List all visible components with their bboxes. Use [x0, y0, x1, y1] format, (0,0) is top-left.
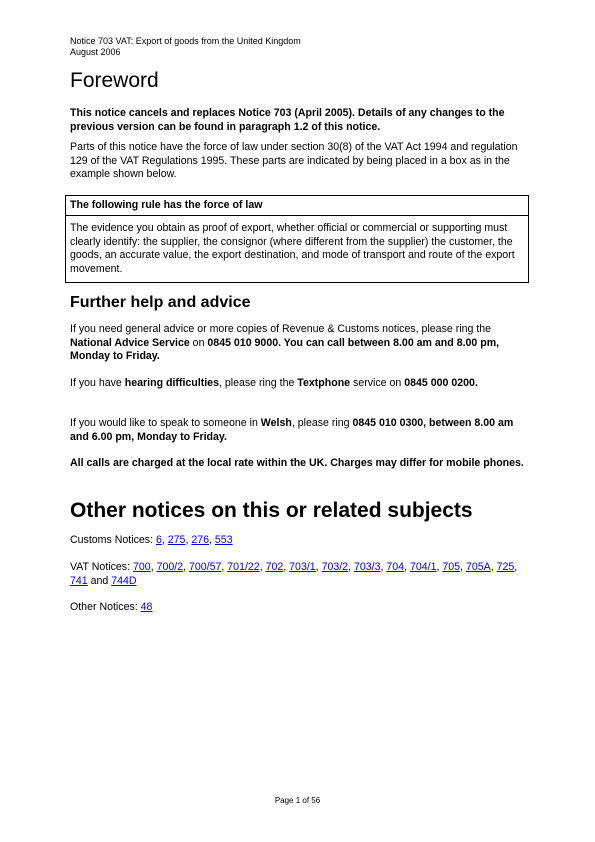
- link-separator: ,: [161, 534, 168, 546]
- foreword-heading: Foreword: [70, 69, 159, 92]
- foreword-law-paragraph: Parts of this notice have the force of law under section 30(8) of the VAT Act 1994 and regulation 129 of the VAT Regulations 1995. These parts are indicated by being placed in a box as in the example shown below.: [70, 141, 518, 180]
- help-p2-text2: , please ring the: [218, 377, 298, 389]
- link-separator: ,: [460, 561, 466, 573]
- link-separator: ,: [183, 561, 189, 573]
- vat-notices-label: VAT Notices:: [70, 561, 133, 573]
- help-paragraph-welsh: [70, 417, 525, 444]
- vat-notice-link[interactable]: 703/2: [321, 561, 349, 573]
- vat-notice-link[interactable]: 704/1: [409, 561, 437, 573]
- help-paragraph-advice: [70, 323, 525, 364]
- vat-notice-link[interactable]: 702: [265, 561, 284, 573]
- link-separator: ,: [490, 561, 497, 573]
- help-p3-text2: , please ring: [291, 417, 353, 429]
- help-p3-text: If you would like to speak to someone in: [70, 417, 261, 429]
- force-of-law-box: [65, 195, 529, 283]
- vat-notice-link[interactable]: 701/22: [227, 561, 260, 573]
- customs-notice-link[interactable]: 6: [155, 534, 162, 546]
- help-p2-text: If you have: [70, 377, 125, 389]
- link-separator: ,: [221, 561, 228, 573]
- other-notice-link[interactable]: 48: [140, 601, 153, 613]
- customs-notices-line: [70, 534, 525, 548]
- link-separator: ,: [348, 561, 354, 573]
- other-notices-label: Other Notices:: [70, 601, 141, 613]
- customs-notices-label: Customs Notices:: [70, 534, 156, 546]
- header-title: Notice 703 VAT: Export of goods from the United Kingdom: [70, 36, 301, 46]
- page-footer: Page 1 of 56: [274, 796, 321, 805]
- help-p2-textphone: Textphone: [297, 377, 351, 389]
- link-separator: ,: [514, 561, 518, 573]
- link-separator: ,: [209, 534, 215, 546]
- link-separator: and: [87, 574, 112, 587]
- help-paragraph-charges: All calls are charged at the local rate within the UK. Charges may differ for mobile phones.: [70, 457, 524, 469]
- vat-notice-link[interactable]: 725: [496, 561, 515, 573]
- customs-notice-link[interactable]: 276: [191, 534, 210, 546]
- link-separator: ,: [315, 561, 322, 573]
- vat-notice-link[interactable]: 703/3: [353, 561, 381, 573]
- customs-notice-link[interactable]: 275: [167, 534, 186, 546]
- foreword-intro: This notice cancels and replaces Notice 703 (April 2005). Details of any changes to the previous version can be found in paragraph 1.2 of this notice.: [70, 107, 505, 133]
- help-p2-number: 0845 000 0200.: [404, 377, 478, 389]
- vat-notice-link[interactable]: 705: [442, 561, 461, 573]
- help-p1-text: If you need general advice or more copies of Revenue & Customs notices, please ring the: [70, 323, 492, 335]
- help-p1-number: 0845 010 9000. You can call between 8.00 am and 8.00 pm, Monday to Friday.: [70, 336, 500, 362]
- vat-notices-links: [70, 561, 517, 587]
- document-header: [70, 36, 301, 58]
- help-paragraph-hearing: [70, 377, 525, 391]
- box-title: The following rule has the force of law: [66, 196, 528, 216]
- help-p3-welsh: Welsh: [260, 417, 292, 429]
- help-p2-text3: service on: [350, 377, 405, 389]
- link-separator: ,: [185, 534, 192, 546]
- help-p1-service: National Advice Service: [70, 336, 190, 349]
- link-separator: ,: [404, 561, 410, 573]
- other-notices-heading: Other notices on this or related subjects: [70, 499, 473, 522]
- link-separator: ,: [150, 561, 157, 573]
- customs-notice-link[interactable]: 553: [214, 534, 233, 546]
- vat-notice-link[interactable]: 705A: [465, 561, 491, 573]
- vat-notices-line: [70, 561, 525, 588]
- link-separator: ,: [259, 561, 266, 573]
- vat-notice-link[interactable]: 744D: [111, 574, 137, 587]
- link-separator: ,: [436, 561, 443, 573]
- other-notices-links: [141, 601, 153, 613]
- vat-notice-link[interactable]: 700: [133, 561, 151, 573]
- box-body: The evidence you obtain as proof of export, whether official or commercial or supporting must clearly identify: the supplier, the consignor (where different from the supplier) the customer, the goods, an accurate value, the export destination, and mode of transport and route of the export movement.: [70, 222, 515, 275]
- help-p3-number: 0845 010 0300, between 8.00 am and 6.00 pm, Monday to Friday.: [70, 417, 514, 443]
- vat-notice-link[interactable]: 700/2: [156, 561, 184, 573]
- header-date: August 2006: [70, 47, 121, 57]
- link-separator: ,: [380, 561, 387, 573]
- other-notices-line: [70, 601, 525, 615]
- help-heading: Further help and advice: [70, 294, 251, 311]
- link-separator: ,: [283, 561, 290, 573]
- vat-notice-link[interactable]: 703/1: [289, 561, 316, 573]
- vat-notice-link[interactable]: 704: [386, 561, 405, 573]
- help-p2-hearing: hearing difficulties: [124, 377, 219, 389]
- help-p1-on: on: [189, 336, 208, 349]
- vat-notice-link[interactable]: 700/57: [188, 561, 222, 573]
- customs-notices-links: [156, 534, 233, 546]
- vat-notice-link[interactable]: 741: [70, 574, 88, 587]
